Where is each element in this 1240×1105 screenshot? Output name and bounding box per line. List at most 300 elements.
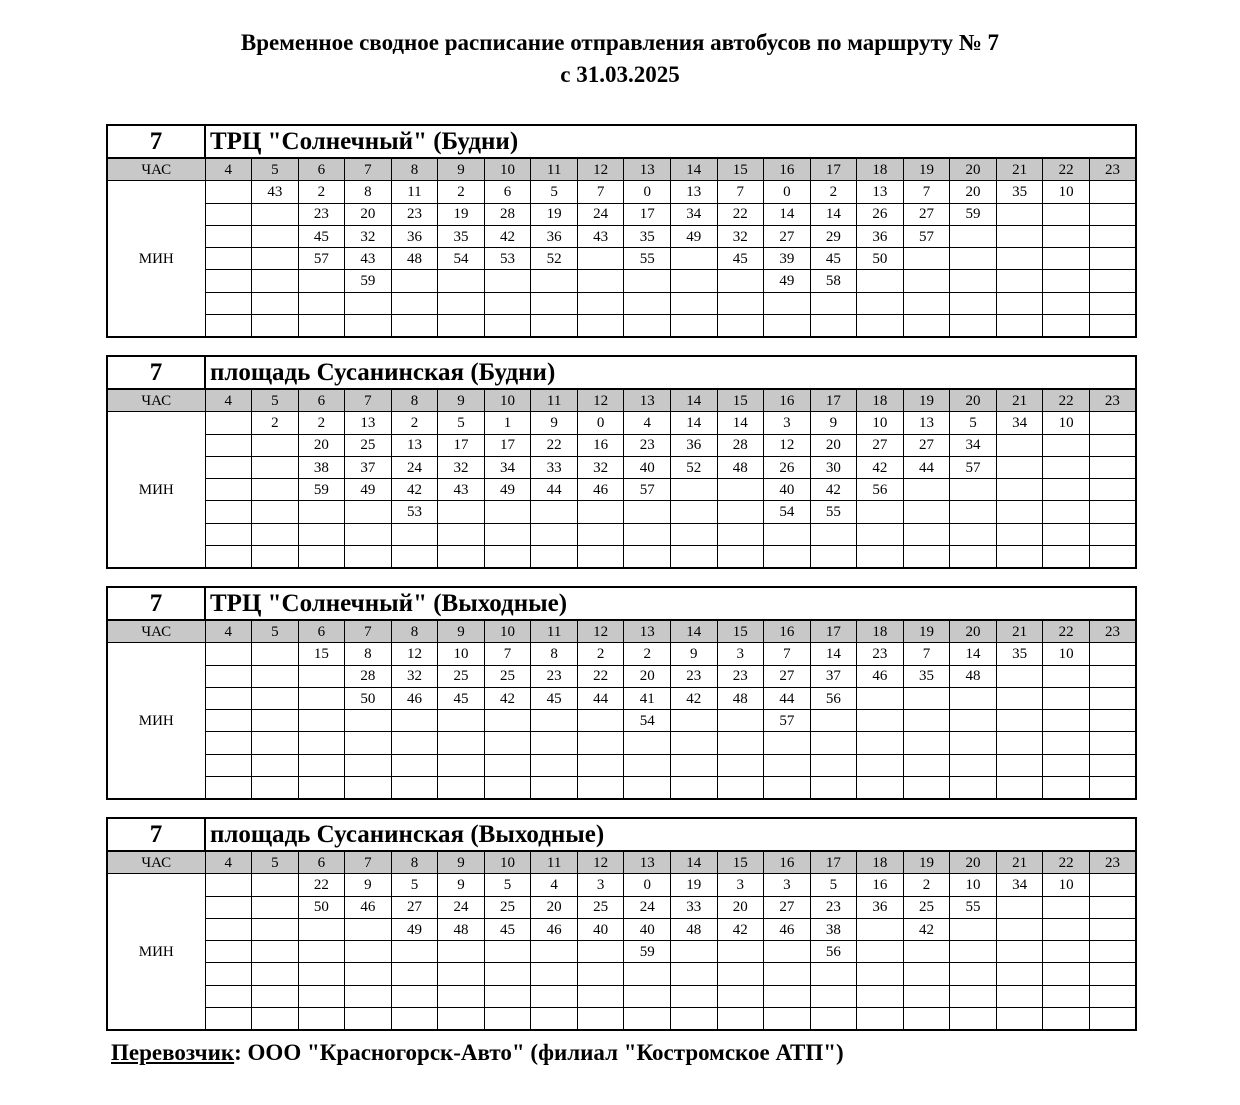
minute-cell: 13 (857, 181, 904, 203)
minute-cell (438, 941, 485, 963)
minute-cell (438, 710, 485, 732)
hour-cell: 4 (205, 158, 252, 181)
hour-cell: 13 (624, 158, 671, 181)
minute-cell: 43 (252, 181, 299, 203)
minute-cell (577, 732, 624, 754)
minute-cell (670, 754, 717, 776)
hour-cell: 5 (252, 389, 299, 412)
minute-cell: 5 (531, 181, 578, 203)
minute-cell: 20 (950, 181, 997, 203)
minute-cell (252, 941, 299, 963)
minute-cell (764, 963, 811, 985)
hour-cell: 8 (391, 158, 438, 181)
hour-cell: 20 (950, 620, 997, 643)
minute-cell: 33 (670, 896, 717, 918)
minutes-row (107, 643, 1136, 665)
hour-label: ЧАС (107, 158, 205, 181)
minute-cell (717, 754, 764, 776)
minute-cell (950, 292, 997, 314)
minute-cell (205, 754, 252, 776)
minute-cell (252, 985, 299, 1007)
minute-cell (531, 523, 578, 545)
minute-cell (810, 963, 857, 985)
minute-cell: 17 (624, 203, 671, 225)
hour-cell: 4 (205, 389, 252, 412)
minute-cell: 25 (577, 896, 624, 918)
minute-cell (1043, 985, 1090, 1007)
minute-cell: 41 (624, 687, 671, 709)
minute-cell (903, 963, 950, 985)
minute-cell: 14 (810, 203, 857, 225)
minute-cell: 14 (670, 412, 717, 434)
minute-cell (717, 985, 764, 1007)
minute-cell (1089, 777, 1136, 800)
minute-cell (717, 523, 764, 545)
minute-cell (996, 270, 1043, 292)
minute-cell (857, 918, 904, 940)
minute-cell (531, 985, 578, 1007)
minute-cell: 57 (764, 710, 811, 732)
minute-cell: 35 (438, 225, 485, 247)
route-stop-name: ТРЦ "Солнечный" (Будни) (205, 125, 1136, 158)
minute-cell (950, 710, 997, 732)
carrier-info (111, 1040, 844, 1066)
minute-cell: 49 (391, 918, 438, 940)
hour-cell: 7 (345, 620, 392, 643)
minute-cell: 14 (810, 643, 857, 665)
minute-cell: 56 (857, 479, 904, 501)
minute-cell (950, 918, 997, 940)
minute-cell (857, 732, 904, 754)
hour-cell: 10 (484, 389, 531, 412)
minutes-row (107, 412, 1136, 434)
minute-cell: 20 (624, 665, 671, 687)
minute-cell (345, 315, 392, 338)
minute-cell (438, 270, 485, 292)
minute-cell (810, 523, 857, 545)
minute-cell (670, 315, 717, 338)
minute-cell (950, 963, 997, 985)
minute-cell: 20 (531, 896, 578, 918)
hour-cell: 19 (903, 158, 950, 181)
minute-cell (1089, 434, 1136, 456)
minute-cell (996, 501, 1043, 523)
hour-cell: 5 (252, 851, 299, 874)
minute-cell (810, 732, 857, 754)
minute-cell: 43 (577, 225, 624, 247)
minute-cell: 2 (438, 181, 485, 203)
minute-cell (903, 754, 950, 776)
hour-cell: 18 (857, 158, 904, 181)
minute-cell: 48 (950, 665, 997, 687)
minute-cell (531, 732, 578, 754)
minute-cell (903, 941, 950, 963)
minutes-row (107, 732, 1136, 754)
minute-cell: 13 (345, 412, 392, 434)
minute-cell: 44 (903, 456, 950, 478)
hour-cell: 9 (438, 851, 485, 874)
hour-cell: 23 (1089, 620, 1136, 643)
minute-cell (438, 732, 485, 754)
hour-cell: 8 (391, 851, 438, 874)
minute-cell (857, 963, 904, 985)
minute-cell: 38 (298, 456, 345, 478)
minute-cell: 13 (391, 434, 438, 456)
minute-cell (857, 315, 904, 338)
minute-cell: 4 (531, 874, 578, 896)
minute-cell (252, 754, 299, 776)
minute-cell: 5 (391, 874, 438, 896)
minute-cell (531, 777, 578, 800)
minute-cell: 49 (764, 270, 811, 292)
minute-cell (764, 523, 811, 545)
minute-cell (903, 710, 950, 732)
minute-cell (577, 292, 624, 314)
minute-cell: 50 (857, 248, 904, 270)
minute-cell: 5 (438, 412, 485, 434)
minute-cell (764, 754, 811, 776)
minute-cell (205, 732, 252, 754)
minute-cell (577, 941, 624, 963)
minute-cell (950, 941, 997, 963)
minute-cell: 26 (764, 456, 811, 478)
minute-cell: 27 (857, 434, 904, 456)
minute-cell: 2 (810, 181, 857, 203)
minute-cell (950, 754, 997, 776)
minute-cell (1043, 665, 1090, 687)
minute-cell: 36 (857, 896, 904, 918)
schedule-table (106, 817, 1137, 1031)
minute-cell (577, 523, 624, 545)
minute-cell: 40 (624, 918, 671, 940)
minute-cell: 0 (624, 181, 671, 203)
minute-cell (950, 523, 997, 545)
minute-cell (391, 710, 438, 732)
minute-cell: 25 (484, 665, 531, 687)
minute-cell (996, 777, 1043, 800)
minute-cell (996, 665, 1043, 687)
hour-cell: 6 (298, 620, 345, 643)
minute-cell (996, 687, 1043, 709)
minute-cell (950, 985, 997, 1007)
minute-cell (298, 918, 345, 940)
minute-cell: 45 (531, 687, 578, 709)
hour-cell: 11 (531, 158, 578, 181)
minute-cell (298, 777, 345, 800)
minute-cell: 10 (950, 874, 997, 896)
minute-cell (205, 225, 252, 247)
minute-cell (1089, 918, 1136, 940)
minute-cell (1089, 710, 1136, 732)
minute-cell (531, 270, 578, 292)
minute-cell (252, 1008, 299, 1031)
minute-cell (1089, 270, 1136, 292)
minute-cell: 5 (484, 874, 531, 896)
minute-cell (391, 546, 438, 569)
minute-cell (252, 315, 299, 338)
minute-cell (1043, 754, 1090, 776)
hour-cell: 8 (391, 389, 438, 412)
minute-cell (857, 270, 904, 292)
minute-cell (484, 963, 531, 985)
minute-cell (205, 315, 252, 338)
hour-cell: 9 (438, 389, 485, 412)
minute-cell (298, 501, 345, 523)
minute-cell (996, 203, 1043, 225)
minute-cell (252, 479, 299, 501)
minutes-row (107, 270, 1136, 292)
route-number: 7 (107, 125, 205, 158)
minutes-row (107, 963, 1136, 985)
minute-cell (903, 315, 950, 338)
minute-cell (996, 918, 1043, 940)
minute-cell: 1 (484, 412, 531, 434)
minute-cell (950, 270, 997, 292)
minute-cell: 10 (1043, 874, 1090, 896)
minute-cell (903, 732, 950, 754)
minute-cell (903, 479, 950, 501)
minute-cell (624, 292, 671, 314)
minute-cell: 13 (670, 181, 717, 203)
hour-cell: 16 (764, 158, 811, 181)
minute-cell (345, 918, 392, 940)
minute-cell (484, 985, 531, 1007)
minute-cell: 42 (484, 687, 531, 709)
minute-cell (996, 896, 1043, 918)
minute-cell: 2 (298, 412, 345, 434)
minutes-row (107, 225, 1136, 247)
hour-cell: 12 (577, 158, 624, 181)
minute-cell (438, 546, 485, 569)
minute-cell (345, 546, 392, 569)
minute-cell (717, 501, 764, 523)
minute-cell: 44 (764, 687, 811, 709)
minute-cell: 9 (345, 874, 392, 896)
minute-cell (950, 248, 997, 270)
minute-cell (624, 546, 671, 569)
hour-cell: 21 (996, 620, 1043, 643)
minute-cell (670, 985, 717, 1007)
minutes-row (107, 754, 1136, 776)
minute-cell (857, 546, 904, 569)
minute-cell (670, 248, 717, 270)
hour-cell: 12 (577, 851, 624, 874)
minute-cell (996, 315, 1043, 338)
minute-cell (903, 1008, 950, 1031)
minute-cell (670, 1008, 717, 1031)
minute-cell (391, 754, 438, 776)
minute-cell (298, 687, 345, 709)
minute-cell: 11 (391, 181, 438, 203)
minute-cell (391, 732, 438, 754)
minute-cell (857, 292, 904, 314)
hour-cell: 14 (670, 851, 717, 874)
minute-cell: 50 (298, 896, 345, 918)
minute-cell: 57 (298, 248, 345, 270)
minute-cell (996, 248, 1043, 270)
minute-cell (950, 501, 997, 523)
minute-cell (1089, 896, 1136, 918)
minute-cell (1043, 941, 1090, 963)
minute-cell (903, 501, 950, 523)
minute-cell (717, 732, 764, 754)
minute-cell (1089, 754, 1136, 776)
minute-cell: 43 (438, 479, 485, 501)
minute-cell: 33 (531, 456, 578, 478)
minute-cell: 40 (764, 479, 811, 501)
minute-cell: 59 (624, 941, 671, 963)
minute-cell: 45 (438, 687, 485, 709)
minute-cell: 14 (717, 412, 764, 434)
minute-cell (1043, 203, 1090, 225)
minute-cell: 28 (345, 665, 392, 687)
minute-cell (205, 412, 252, 434)
minute-cell: 32 (577, 456, 624, 478)
minute-cell: 43 (345, 248, 392, 270)
minute-cell (577, 248, 624, 270)
minute-cell (857, 777, 904, 800)
minute-cell: 24 (624, 896, 671, 918)
hour-cell: 4 (205, 851, 252, 874)
minute-cell (950, 225, 997, 247)
minute-cell: 14 (950, 643, 997, 665)
minute-cell: 49 (345, 479, 392, 501)
minute-cell (1089, 412, 1136, 434)
minute-cell: 55 (950, 896, 997, 918)
minute-cell: 19 (438, 203, 485, 225)
minute-cell (1043, 546, 1090, 569)
minute-cell (717, 270, 764, 292)
minute-cell: 22 (298, 874, 345, 896)
minute-cell (670, 941, 717, 963)
hour-cell: 11 (531, 851, 578, 874)
minute-cell: 0 (764, 181, 811, 203)
minute-cell (391, 523, 438, 545)
minute-cell: 2 (577, 643, 624, 665)
hour-cell: 17 (810, 851, 857, 874)
schedule-table (106, 124, 1137, 338)
minute-cell (345, 754, 392, 776)
minute-cell: 45 (717, 248, 764, 270)
minute-cell (438, 1008, 485, 1031)
minutes-row (107, 248, 1136, 270)
minute-cell (1043, 479, 1090, 501)
hour-cell: 15 (717, 851, 764, 874)
minute-cell (670, 546, 717, 569)
minute-cell (1043, 896, 1090, 918)
hour-cell: 22 (1043, 158, 1090, 181)
minute-cell: 32 (391, 665, 438, 687)
minute-cell: 23 (670, 665, 717, 687)
minute-cell: 7 (764, 643, 811, 665)
minutes-row (107, 523, 1136, 545)
hour-cell: 14 (670, 389, 717, 412)
hour-cell: 18 (857, 851, 904, 874)
hour-label: ЧАС (107, 851, 205, 874)
minute-cell: 27 (391, 896, 438, 918)
minute-cell (996, 985, 1043, 1007)
minutes-row (107, 896, 1136, 918)
minute-cell (438, 501, 485, 523)
minute-cell (205, 546, 252, 569)
minute-cell: 48 (670, 918, 717, 940)
minute-cell (996, 523, 1043, 545)
minute-cell: 54 (764, 501, 811, 523)
hour-cell: 17 (810, 389, 857, 412)
minute-cell: 23 (717, 665, 764, 687)
minute-cell (252, 523, 299, 545)
minute-cell: 23 (857, 643, 904, 665)
minute-cell: 59 (950, 203, 997, 225)
minute-cell (205, 687, 252, 709)
minute-cell (717, 292, 764, 314)
minute-cell: 37 (345, 456, 392, 478)
hour-cell: 5 (252, 158, 299, 181)
minute-cell (391, 777, 438, 800)
minute-cell (252, 501, 299, 523)
schedule-table (106, 586, 1137, 800)
page-title (0, 27, 1240, 91)
hour-cell: 20 (950, 158, 997, 181)
minute-cell: 25 (438, 665, 485, 687)
minute-cell: 45 (810, 248, 857, 270)
minutes-row (107, 777, 1136, 800)
minute-cell (903, 248, 950, 270)
minute-cell (670, 292, 717, 314)
minute-cell (252, 710, 299, 732)
minute-cell (996, 710, 1043, 732)
minute-cell (252, 963, 299, 985)
minute-cell (252, 456, 299, 478)
minute-cell: 53 (484, 248, 531, 270)
minute-cell (345, 1008, 392, 1031)
minute-cell: 3 (764, 412, 811, 434)
minute-cell (857, 754, 904, 776)
minute-cell (670, 777, 717, 800)
minute-cell (624, 754, 671, 776)
minute-cell (438, 523, 485, 545)
minute-cell: 12 (391, 643, 438, 665)
minute-cell: 23 (298, 203, 345, 225)
minute-cell: 36 (857, 225, 904, 247)
minute-cell (531, 546, 578, 569)
hour-cell: 20 (950, 851, 997, 874)
minute-cell: 39 (764, 248, 811, 270)
minute-cell (1089, 292, 1136, 314)
minute-cell (298, 523, 345, 545)
hour-cell: 19 (903, 620, 950, 643)
minute-cell: 2 (252, 412, 299, 434)
minute-cell (1089, 941, 1136, 963)
minute-cell (950, 546, 997, 569)
minute-cell (764, 732, 811, 754)
minute-cell (484, 292, 531, 314)
minute-cell: 48 (717, 456, 764, 478)
minute-cell (438, 315, 485, 338)
minute-cell: 37 (810, 665, 857, 687)
minutes-label: МИН (107, 412, 205, 569)
minute-cell (764, 315, 811, 338)
minute-cell (205, 203, 252, 225)
minute-cell (1043, 777, 1090, 800)
minute-cell: 8 (531, 643, 578, 665)
minute-cell (857, 941, 904, 963)
minute-cell (717, 1008, 764, 1031)
minute-cell: 32 (438, 456, 485, 478)
minute-cell: 55 (810, 501, 857, 523)
minute-cell: 3 (717, 874, 764, 896)
minute-cell (577, 754, 624, 776)
